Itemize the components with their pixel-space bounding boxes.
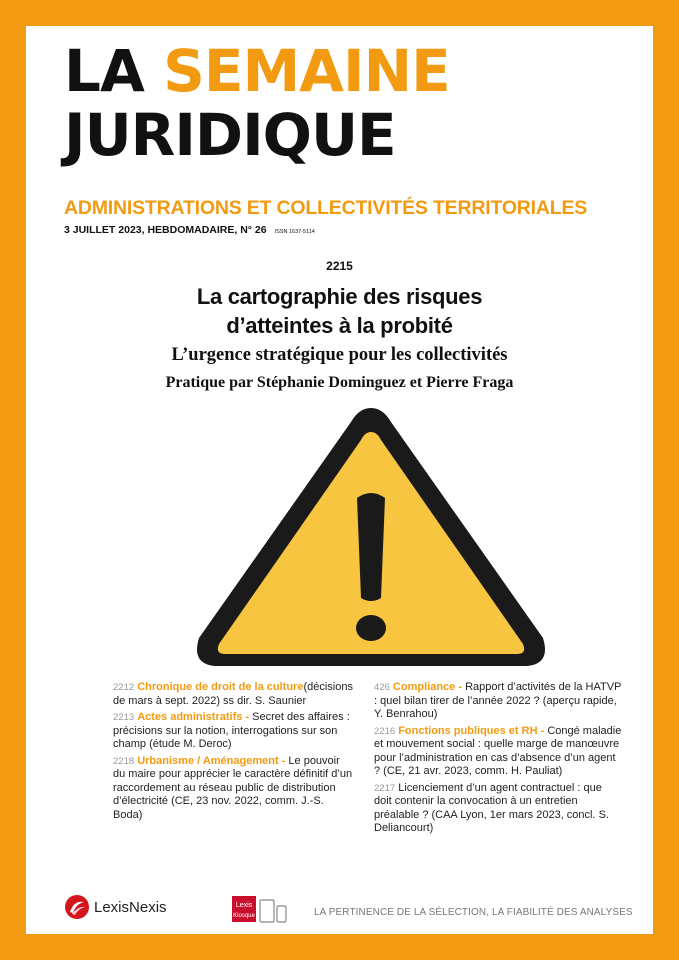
toc-entry	[374, 782, 622, 836]
dateline	[64, 224, 315, 236]
kiosque-logo-icon	[232, 896, 290, 926]
masthead-la: LA	[64, 37, 144, 105]
toc-entry-number: 2217	[374, 782, 396, 794]
toc-left-column	[113, 681, 353, 825]
publisher-name: LexisNexis	[94, 898, 167, 916]
toc-entry	[113, 755, 353, 823]
toc-entry-text: Licenciement d’un agent contractuel : que doit contenir la convocation à un entretien préalable ? (CAA Lyon, 1er mars 2023, concl. S. Deliancourt)	[374, 781, 609, 834]
toc-entry-separator: -	[278, 754, 289, 767]
lexisnexis-emblem-icon	[64, 894, 90, 920]
toc-right-column	[374, 681, 622, 839]
toc-entry	[113, 681, 353, 708]
toc-entry	[113, 711, 353, 752]
publication-subtitle: ADMINISTRATIONS ET COLLECTIVITÉS TERRITORIALES	[64, 197, 588, 219]
lead-title-line2: d’atteintes à la probité	[226, 313, 453, 338]
exclamation-dot	[356, 615, 386, 641]
issn: ISSN 1637-5114	[274, 229, 315, 235]
cover-sheet	[26, 26, 653, 934]
toc-entry-heading: Actes administratifs	[137, 711, 243, 723]
publisher-logo	[64, 894, 167, 920]
lead-subtitle: L’urgence stratégique pour les collectivités	[171, 345, 508, 365]
warning-sign-icon	[191, 402, 551, 672]
toc-entry-text: Rapport d’activités de la HATVP : quel bilan tirer de l’année 2022 ? (aperçu rapide, Y. Benrahou)	[374, 681, 622, 720]
toc-entry-number: 2216	[374, 725, 396, 737]
kiosque-top-label: Lexis	[235, 902, 253, 909]
lead-authors: Pratique par Stéphanie Dominguez et Pierre Fraga	[165, 374, 514, 391]
masthead-line2: JURIDIQUE	[64, 101, 396, 169]
toc-entry-text: Congé maladie et mouvement social : quelle marge de manœuvre pour l’administration en cas d’absence d’un agent ? (CE, 21 avr. 2023, comm. H. Pauliat)	[374, 724, 622, 777]
kiosque-bottom-label: Kiosque	[233, 913, 255, 919]
toc-entry	[374, 681, 622, 722]
issue-date: 3 JUILLET 2023, HEBDOMADAIRE, N° 26	[64, 224, 267, 236]
toc-entry-text: Secret des affaires : précisions sur la notion, interrogations sur son champ (étude M. Deroc)	[113, 711, 350, 750]
toc-entry-separator: -	[242, 711, 253, 723]
toc-entry	[374, 725, 622, 779]
toc-entry-heading: Compliance	[392, 681, 456, 693]
toc-entry-number: 2213	[113, 712, 135, 723]
footer-slogan: LA PERTINENCE DE LA SÉLECTION, LA FIABILITÉ DES ANALYSES	[314, 907, 633, 918]
toc-entry-separator: -	[537, 724, 548, 737]
toc-entry-text: (décisions de mars à sept. 2022) ss dir. S. Saunier	[113, 681, 353, 707]
toc-entry-separator: -	[455, 681, 466, 693]
exclamation-bar	[357, 493, 385, 601]
masthead-semaine: SEMAINE	[163, 37, 450, 105]
toc-entry-heading: Fonctions publiques et RH	[398, 724, 538, 737]
lead-article-number: 2215	[326, 259, 353, 273]
toc-entry-text: Le pouvoir du maire pour apprécier le caractère définitif d’un raccordement au réseau public de distribution d’électricité (CE, 23 nov. 2022, comm. J.-S. Boda)	[113, 754, 353, 821]
toc-entry-heading: Urbanisme / Aménagement	[137, 754, 279, 767]
toc-entry-heading: Chronique de droit de la culture	[137, 681, 304, 693]
masthead-line1	[64, 37, 450, 105]
toc-entry-number: 2218	[113, 755, 135, 767]
toc-entry-number: 2212	[113, 682, 135, 693]
lead-title-line1: La cartographie des risques	[196, 284, 483, 309]
toc-entry-number: 426	[374, 682, 390, 693]
